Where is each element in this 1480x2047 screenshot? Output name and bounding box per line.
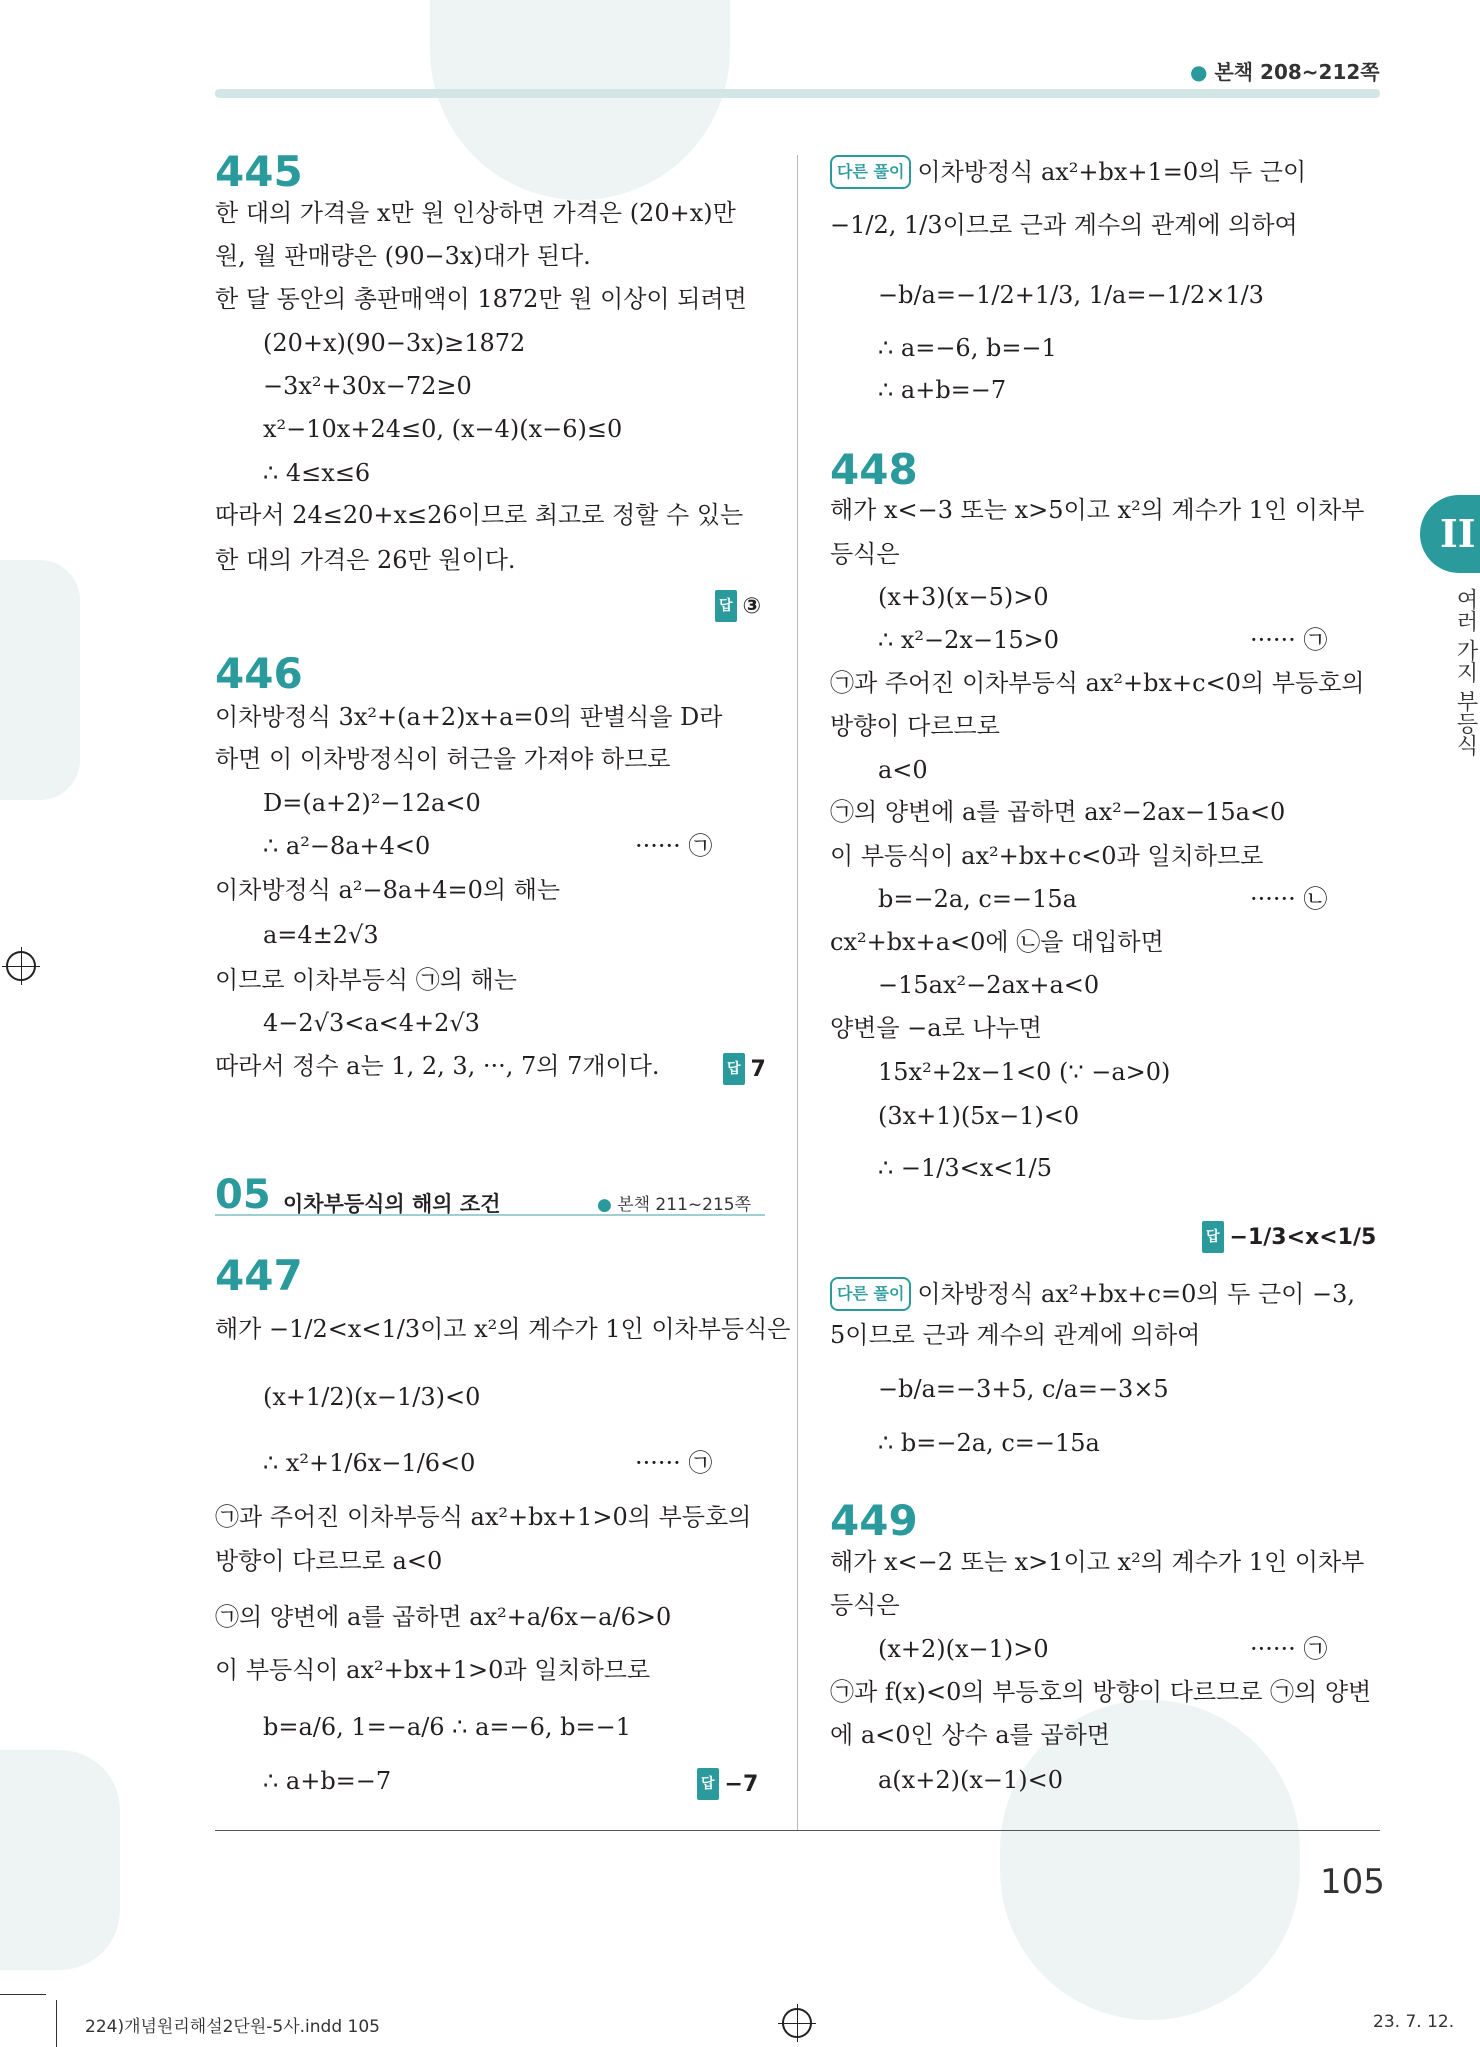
answer-value: −1/3<x<1/5 [1229,1225,1377,1250]
answer [697,1768,758,1800]
equation-line: x²−10x+24≤0, (x−4)(x−6)≤0 [263,415,623,443]
equation-line: (x+1/2)(x−1/3)<0 [263,1383,481,1411]
answer [1202,1221,1376,1253]
answer-tag: 답 [1202,1221,1224,1253]
bottom-rule [215,1830,1380,1831]
solution-line: 이차방정식 3x²+(a+2)x+a=0의 판별식을 D라 [215,703,723,731]
section-header [215,1170,765,1216]
equation-line: (20+x)(90−3x)≥1872 [263,329,526,357]
solution-line: 방향이 다르므로 a<0 [215,1547,443,1575]
solution-line: 양변을 −a로 나누면 [830,1014,1042,1042]
equation-line: ∴ −1/3<x<1/5 [878,1154,1053,1182]
solution-line: 방향이 다르므로 [830,712,1000,740]
solution-line: 등식은 [830,1591,900,1619]
equation-line: ∴ a+b=−7 [878,376,1007,404]
section-title: 이차부등식의 해의 조건 [283,1192,501,1216]
problem-number: 445 [215,147,303,196]
alt-solution-badge: 다른 풀이 [830,155,911,189]
solution-line [830,1277,1355,1311]
footer-date: 23. 7. 12. [1373,2012,1455,2032]
solution-line: 원, 월 판매량은 (90−3x)대가 된다. [215,242,591,270]
problem-number: 447 [215,1251,303,1300]
equation-line: −15ax²−2ax+a<0 [878,971,1100,999]
footer-file: 224)개념원리해설2단원-5사.indd 105 [85,2017,380,2037]
solution-text: 이차방정식 ax²+bx+1=0의 두 근이 [917,158,1307,186]
header-bar [215,89,1380,98]
section-reference: ● 본책 211~215쪽 [596,1195,751,1215]
problem-number: 448 [830,445,918,494]
equation-marker: ······ ㉠ [1250,1635,1328,1663]
equation-line: (3x+1)(5x−1)<0 [878,1102,1080,1130]
equation-line: 15x²+2x−1<0 (∵ −a>0) [878,1058,1171,1086]
solution-line: 이 부등식이 ax²+bx+1>0과 일치하므로 [215,1656,651,1684]
equation-line: −b/a=−3+5, c/a=−3×5 [878,1375,1169,1403]
alt-solution-badge: 다른 풀이 [830,1277,911,1311]
equation-line: ∴ x²+1/6x−1/6<0 [263,1449,476,1477]
equation-line: ∴ 4≤x≤6 [263,459,371,487]
solution-line: 이 부등식이 ax²+bx+c<0과 일치하므로 [830,842,1264,870]
equation-line: ∴ b=−2a, c=−15a [878,1429,1100,1457]
solution-line: ㉠과 f(x)<0의 부등호의 방향이 다르므로 ㉠의 양변 [830,1678,1372,1706]
solution-line: 한 대의 가격을 x만 원 인상하면 가격은 (20+x)만 [215,199,736,227]
solution-line: 이므로 이차부등식 ㉠의 해는 [215,966,517,994]
answer-tag: 답 [697,1768,719,1800]
equation-line: b=a/6, 1=−a/6 ∴ a=−6, b=−1 [263,1713,631,1741]
answer [723,1053,766,1085]
crop-mark [56,2000,57,2047]
solution-line: 하면 이 이차방정식이 허근을 가져야 하므로 [215,745,671,773]
solution-line: 한 대의 가격은 26만 원이다. [215,546,516,574]
solution-line: ㉠과 주어진 이차부등식 ax²+bx+c<0의 부등호의 [830,669,1365,697]
section-reference-text: 본책 211~215쪽 [617,1195,751,1215]
equation-line: (x+2)(x−1)>0 [878,1635,1049,1663]
solution-line: 따라서 정수 a는 1, 2, 3, ···, 7의 7개이다. [215,1052,660,1080]
equation-line: a<0 [878,756,928,784]
solution-line: 에 a<0인 상수 a를 곱하면 [830,1721,1110,1749]
answer-tag: 답 [715,590,737,622]
equation-marker: ······ ㉠ [1250,626,1328,654]
equation-line: ∴ a=−6, b=−1 [878,334,1057,362]
watermark-shape [0,1750,120,1970]
column-divider [797,155,798,1830]
solution-line: cx²+bx+a<0에 ㉡을 대입하면 [830,928,1164,956]
solution-line: 해가 x<−2 또는 x>1이고 x²의 계수가 1인 이차부 [830,1548,1365,1576]
equation-marker: ······ ㉡ [1250,885,1328,913]
equation-line: D=(a+2)²−12a<0 [263,789,481,817]
solution-line: 이차방정식 a²−8a+4=0의 해는 [215,876,561,904]
solution-line [830,155,1306,189]
solution-line: 해가 x<−3 또는 x>5이고 x²의 계수가 1인 이차부 [830,496,1365,524]
solution-line: 한 달 동안의 총판매액이 1872만 원 이상이 되려면 [215,285,747,313]
page-number: 105 [1320,1862,1385,1902]
crop-mark [0,1994,46,1995]
equation-line: b=−2a, c=−15a [878,885,1077,913]
registration-mark-icon [6,951,36,981]
equation-line: 4−2√3<a<4+2√3 [263,1009,480,1037]
solution-line: 해가 −1/2<x<1/3이고 x²의 계수가 1인 이차부등식은 [215,1315,791,1343]
solution-line: −1/2, 1/3이므로 근과 계수의 관계에 의하여 [830,211,1298,239]
equation-marker: ······ ㉠ [635,1449,713,1477]
registration-mark-icon [782,2008,812,2038]
equation-line: a(x+2)(x−1)<0 [878,1766,1063,1794]
watermark-shape [0,560,80,800]
equation-line: ∴ x²−2x−15>0 [878,626,1059,654]
solution-line: ㉠의 양변에 a를 곱하면 ax²−2ax−15a<0 [830,798,1286,826]
answer-value: ③ [742,594,762,619]
section-number: 05 [215,1172,271,1218]
answer-tag: 답 [723,1053,745,1085]
answer-value: 7 [750,1057,766,1082]
answer-value: −7 [724,1772,759,1797]
solution-text: 이차방정식 ax²+bx+c=0의 두 근이 −3, [917,1280,1355,1308]
page-reference: ● 본책 208~212쪽 [1190,60,1380,84]
problem-number: 446 [215,649,303,698]
solution-line: 따라서 24≤20+x≤26이므로 최고로 정할 수 있는 [215,501,744,529]
watermark-shape [430,0,730,200]
solution-line: 5이므로 근과 계수의 관계에 의하여 [830,1321,1201,1349]
equation-line: ∴ a²−8a+4<0 [263,832,431,860]
problem-number: 449 [830,1496,918,1545]
solution-line: 등식은 [830,540,900,568]
chapter-title: 여러 가지 부등식 [1453,588,1478,756]
equation-line: ∴ a+b=−7 [263,1767,392,1795]
equation-marker: ······ ㉠ [635,832,713,860]
chapter-tab: II [1420,495,1480,573]
equation-line: a=4±2√3 [263,921,379,949]
equation-line: −b/a=−1/2+1/3, 1/a=−1/2×1/3 [878,281,1264,309]
equation-line: −3x²+30x−72≥0 [263,372,472,400]
solution-line: ㉠의 양변에 a를 곱하면 ax²+a/6x−a/6>0 [215,1603,672,1631]
answer [715,590,761,622]
equation-line: (x+3)(x−5)>0 [878,583,1049,611]
page-reference-text: 본책 208~212쪽 [1214,60,1380,84]
solution-line: ㉠과 주어진 이차부등식 ax²+bx+1>0의 부등호의 [215,1503,752,1531]
